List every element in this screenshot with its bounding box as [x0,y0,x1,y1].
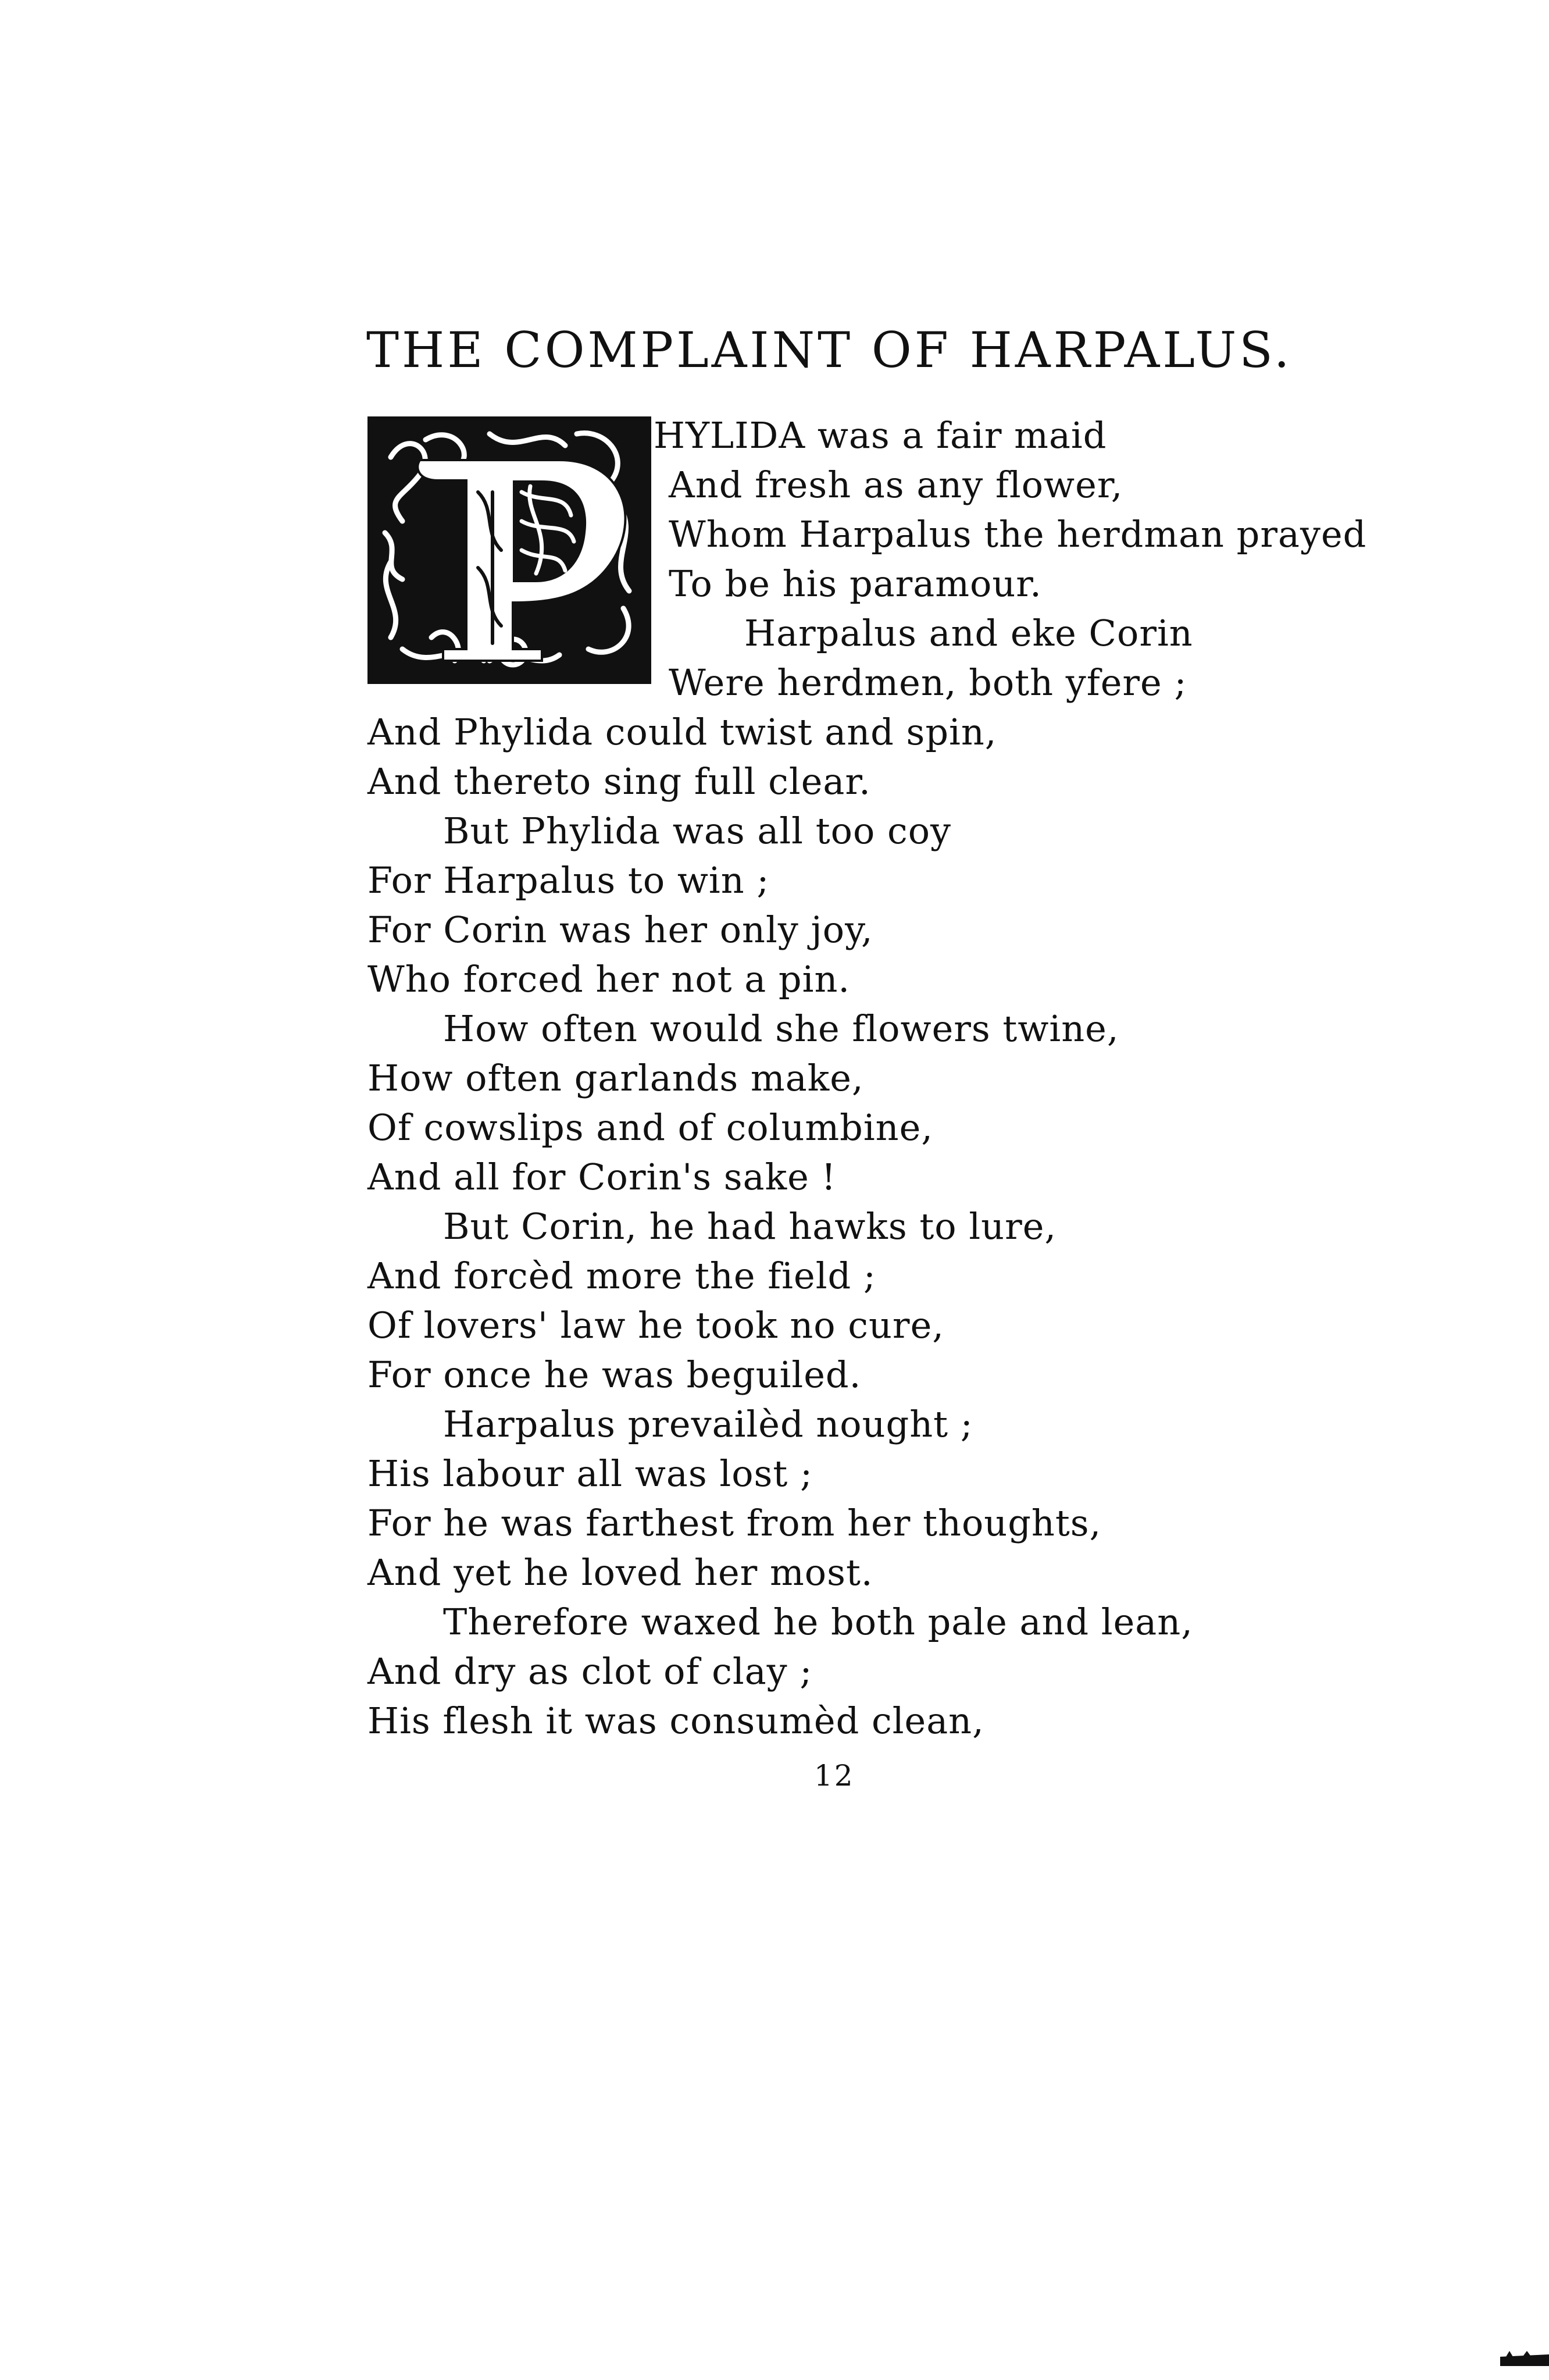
poem-line: For once he was beguiled. [367,1353,862,1396]
poem-line: How often garlands make, [367,1057,864,1099]
poem-line: Harpalus and eke Corin [744,612,1193,654]
poem-line: Of lovers' law he took no cure, [367,1304,944,1346]
poem-title: THE COMPLAINT OF HARPALUS. [366,322,1293,379]
decorated-initial-p [367,416,651,684]
poem-line: And thereto sing full clear. [367,760,871,803]
poem-line: And Phylida could twist and spin, [367,711,997,753]
page-number: 12 [814,1759,855,1793]
poem-line: And forcèd more the field ; [367,1255,876,1297]
poem-line: Who forced her not a pin. [367,958,851,1000]
poem-line: And yet he loved her most. [367,1551,873,1594]
poem-line: His flesh it was consumèd clean, [367,1700,984,1742]
poem-line: Harpalus prevailèd nought ; [443,1403,973,1445]
poem-line: For Corin was her only joy, [367,908,873,951]
poem-line: Of cowslips and of columbine, [367,1106,934,1149]
poem-line: But Corin, he had hawks to lure, [443,1205,1057,1248]
poem-line: For he was farthest from her thoughts, [367,1502,1102,1544]
poem-line: Whom Harpalus the herdman prayed [669,513,1367,555]
poem-line: Therefore waxed he both pale and lean, [443,1601,1193,1643]
poem-line: Were herdmen, both yfere ; [669,661,1187,704]
page-edge-mark [1500,2351,1549,2366]
poem-line: But Phylida was all too coy [443,810,952,852]
celtic-knotwork-ornament [367,416,651,684]
poem-line: And all for Corin's sake ! [367,1156,837,1198]
poem-line: And dry as clot of clay ; [367,1650,813,1693]
poem-line: For Harpalus to win ; [367,859,770,902]
poem-line: How often would she flowers twine, [443,1007,1119,1050]
poem-line: His labour all was lost ; [367,1452,813,1495]
poem-line: HYLIDA was a fair maid [654,414,1107,457]
poem-line: And fresh as any flower, [669,464,1123,506]
poem-line: To be his paramour. [669,562,1042,605]
